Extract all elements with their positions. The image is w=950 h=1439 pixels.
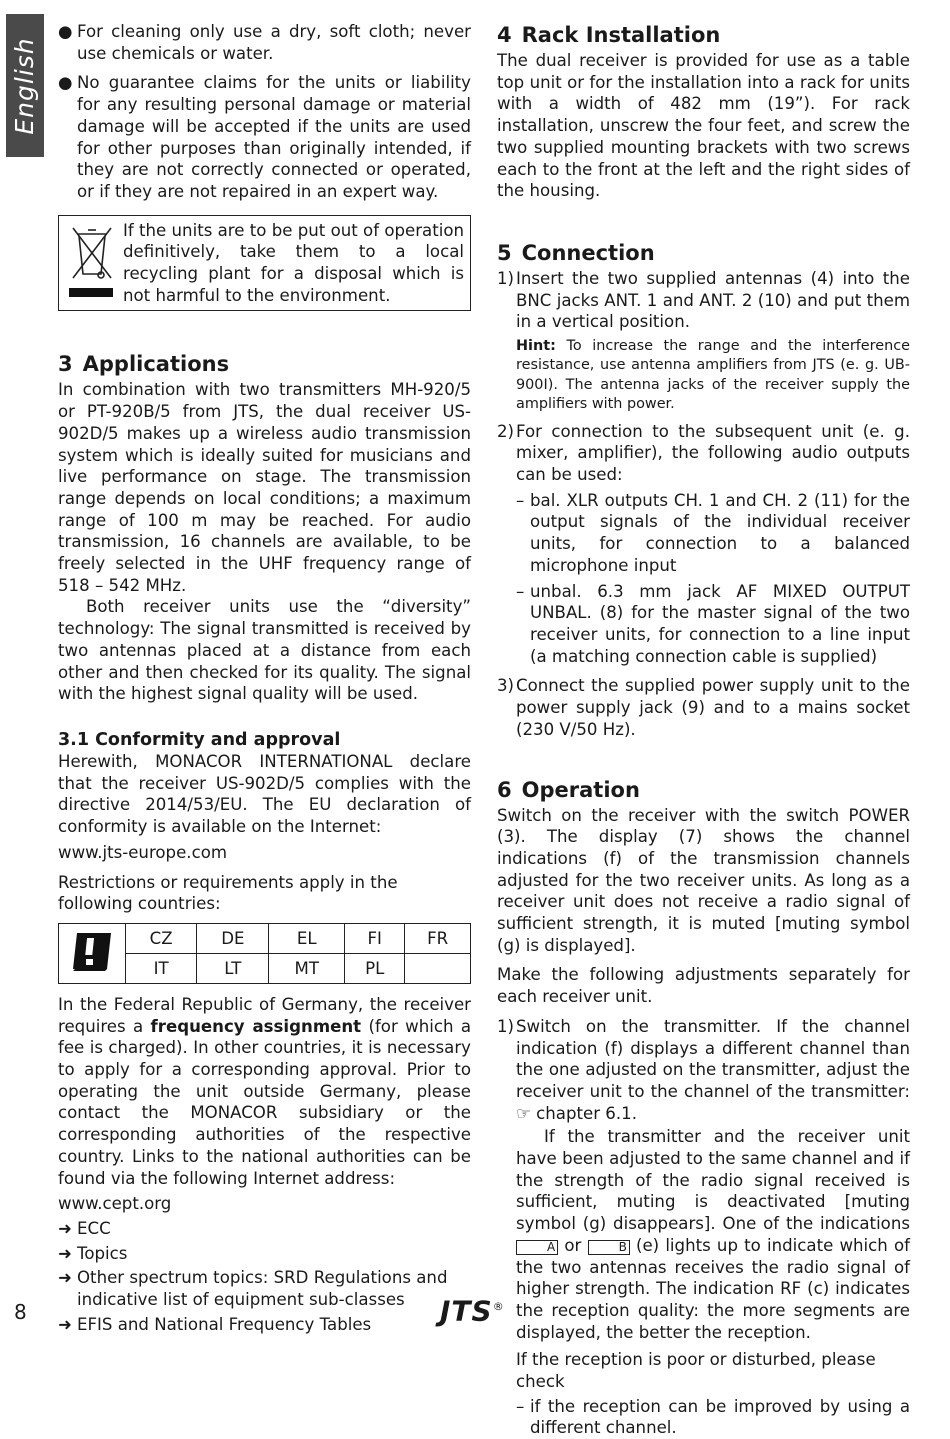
dash-item: – unbal. 6.3 mm jack AF MIXED OUTPUT UNBAL. (8) for the master signal of the two receiver units, for connection to a line input (a matching connection cable is supplied) <box>516 581 910 666</box>
warning-book-icon <box>59 923 126 983</box>
paragraph: In the Federal Republic of Germany, the receiver requires a frequency assignment (for which a fee is charged). In other countries, it is necessary to apply for a corresponding approval. Prior to operating the unit outside Germany, please contact the MONACOR subsidiary or the corresponding authorities of the respective country. Links to the national authorities can be found via the following Internet address: <box>58 994 472 1188</box>
hint-text: Hint: To increase the range and the interference resistance, use antenna amplifiers from JTS (e. g. UB-900I). The antenna jacks of the receiver supply the amplifiers with power. <box>516 338 910 413</box>
dash-item: – bal. XLR outputs CH. 1 and CH. 2 (11) for the output signals of the individual receiver units, for connection to a balanced microphone input <box>516 490 910 575</box>
arrow-right-icon: ➜ <box>58 1218 72 1238</box>
paragraph: If the reception is poor or disturbed, please check <box>516 1350 876 1392</box>
language-tab <box>6 14 44 157</box>
paragraph: In combination with two transmitters MH-920/5 or PT-920B/5 from JTS, the dual receiver US-902D/5 makes up a wireless audio transmission system which is ideally suited for musicians and live performance on stage. The transmission range depends on local conditions; a maximum range of 100 m may be reached. For audio transmission, 16 channels are available, to be freely selected in the UHF frequency range of 518 – 542 MHz. <box>58 380 471 595</box>
page-number: 8 <box>14 1300 27 1324</box>
paragraph: Make the following adjustments separately for each receiver unit. <box>497 965 910 1007</box>
country-cell: DE <box>197 923 269 953</box>
country-table <box>58 923 471 984</box>
country-cell: CZ <box>126 923 197 953</box>
paragraph: Switch on the receiver with the switch POWER (3). The display (7) shows the channel indications (f) of the transmission channels adjusted for the two receiver units. As long as a receiver unit does not receive a radio signal of sufficient strength, it is muted [muting symbol (g) is displayed]. <box>497 805 910 955</box>
wheelie-bin-crossed-icon <box>67 220 123 307</box>
section-heading: 6 Operation <box>497 777 640 802</box>
country-cell: LT <box>197 953 269 983</box>
arrow-right-icon: ➜ <box>58 1268 72 1288</box>
list-item: 1) Insert the two supplied antennas (4) into the BNC jacks ANT. 1 and ANT. 2 (10) and put them in a vertical position. <box>497 268 910 332</box>
link-item[interactable]: ➜ ECC <box>58 1218 111 1238</box>
country-cell: MT <box>269 953 345 983</box>
list-item: 2) For connection to the subsequent unit (e. g. mixer, amplifier), the following audio outputs can be used: <box>497 421 910 485</box>
arrow-right-icon: ➜ <box>58 1314 72 1334</box>
section-heading: 3 Applications <box>58 352 230 377</box>
paragraph: Both receiver units use the “diversity” technology: The signal transmitted is received by two antennas placed at a distance from each other and then checked for its quality. The signal with the highest signal quality will be used. <box>58 597 471 704</box>
link-item[interactable]: ➜ Topics <box>58 1243 128 1263</box>
country-cell: IT <box>126 953 197 983</box>
paragraph: Herewith, MONACOR INTERNATIONAL declare that the receiver US-902D/5 complies with the directive 2014/53/EU. The EU declaration of conformity is available on the Internet: <box>58 751 471 837</box>
subsection-heading: 3.1 Conformity and approval <box>58 729 341 750</box>
country-cell: EL <box>269 923 345 953</box>
restrictions-label: Restrictions or requirements apply in the following countries: <box>58 872 398 914</box>
bullet-item: ● For cleaning only use a dry, soft cloth; never use chemicals or water. <box>58 22 471 63</box>
url-link[interactable]: www.cept.org <box>58 1194 172 1214</box>
right-column <box>497 21 910 1439</box>
list-item: 3) Connect the supplied power supply unit to the power supply jack (9) and to a mains socket (230 V/50 Hz). <box>497 676 910 739</box>
country-cell: FR <box>405 923 471 953</box>
link-item[interactable]: ➜ Other spectrum topics: SRD Regulations and indicative list of equipment sub-classes <box>58 1268 448 1310</box>
recycling-text: If the units are to be put out of operation definitively, take them to a local recycling plant for a disposal which is not harmful to the environment. <box>123 220 464 305</box>
dash-item: – if the reception can be improved by using a different channel. <box>516 1396 910 1438</box>
language-tab-label: English <box>10 36 40 135</box>
paragraph: The dual receiver is provided for use as a table top unit or for the installation into a rack for units with a width of 482 mm (19”). For rack installation, unscrew the four feet, and screw the two supplied mounting brackets with two screws each to the front at the left and the right sides of the housing. <box>497 51 910 201</box>
country-cell <box>405 953 471 983</box>
bullet-item: ● No guarantee claims for the units or liability for any resulting personal damage or material damage will be accepted if the units are used for other purposes than originally intended, if they are not correctly connected or operated, or if they are not repaired in an expert way. <box>58 73 471 201</box>
link-item[interactable]: ➜ EFIS and National Frequency Tables <box>58 1314 372 1334</box>
antenna-a-indicator: A <box>516 1240 558 1255</box>
country-cell: PL <box>345 953 405 983</box>
list-item: 1) Switch on the transmitter. If the channel indication (f) displays a different channel than the one adjusted on the transmitter, adjust the receiver unit to the channel of the transmitter: ☞ chapter 6.1. <box>497 1016 910 1123</box>
paragraph: If the transmitter and the receiver unit have been adjusted to the same channel and if the strength of the radio signal received is sufficient, muting is deactivated [muting symbol (g) disappears]. One of the indications A or B (e) lights up to indicate which of the two antennas receives the radio signal of higher strength. The indication RF (c) indicates the reception quality: the more segments are displayed, the better the reception. <box>516 1127 910 1342</box>
section-heading: 4 Rack Installation <box>497 23 721 47</box>
antenna-b-indicator: B <box>588 1240 630 1255</box>
jts-logo: JTS® <box>440 1294 505 1328</box>
url-link[interactable]: www.jts-europe.com <box>58 842 228 862</box>
country-cell: FI <box>345 923 405 953</box>
arrow-right-icon: ➜ <box>58 1243 72 1263</box>
section-heading: 5 Connection <box>497 240 655 265</box>
left-column <box>58 21 471 1335</box>
recycling-notice <box>58 215 471 312</box>
